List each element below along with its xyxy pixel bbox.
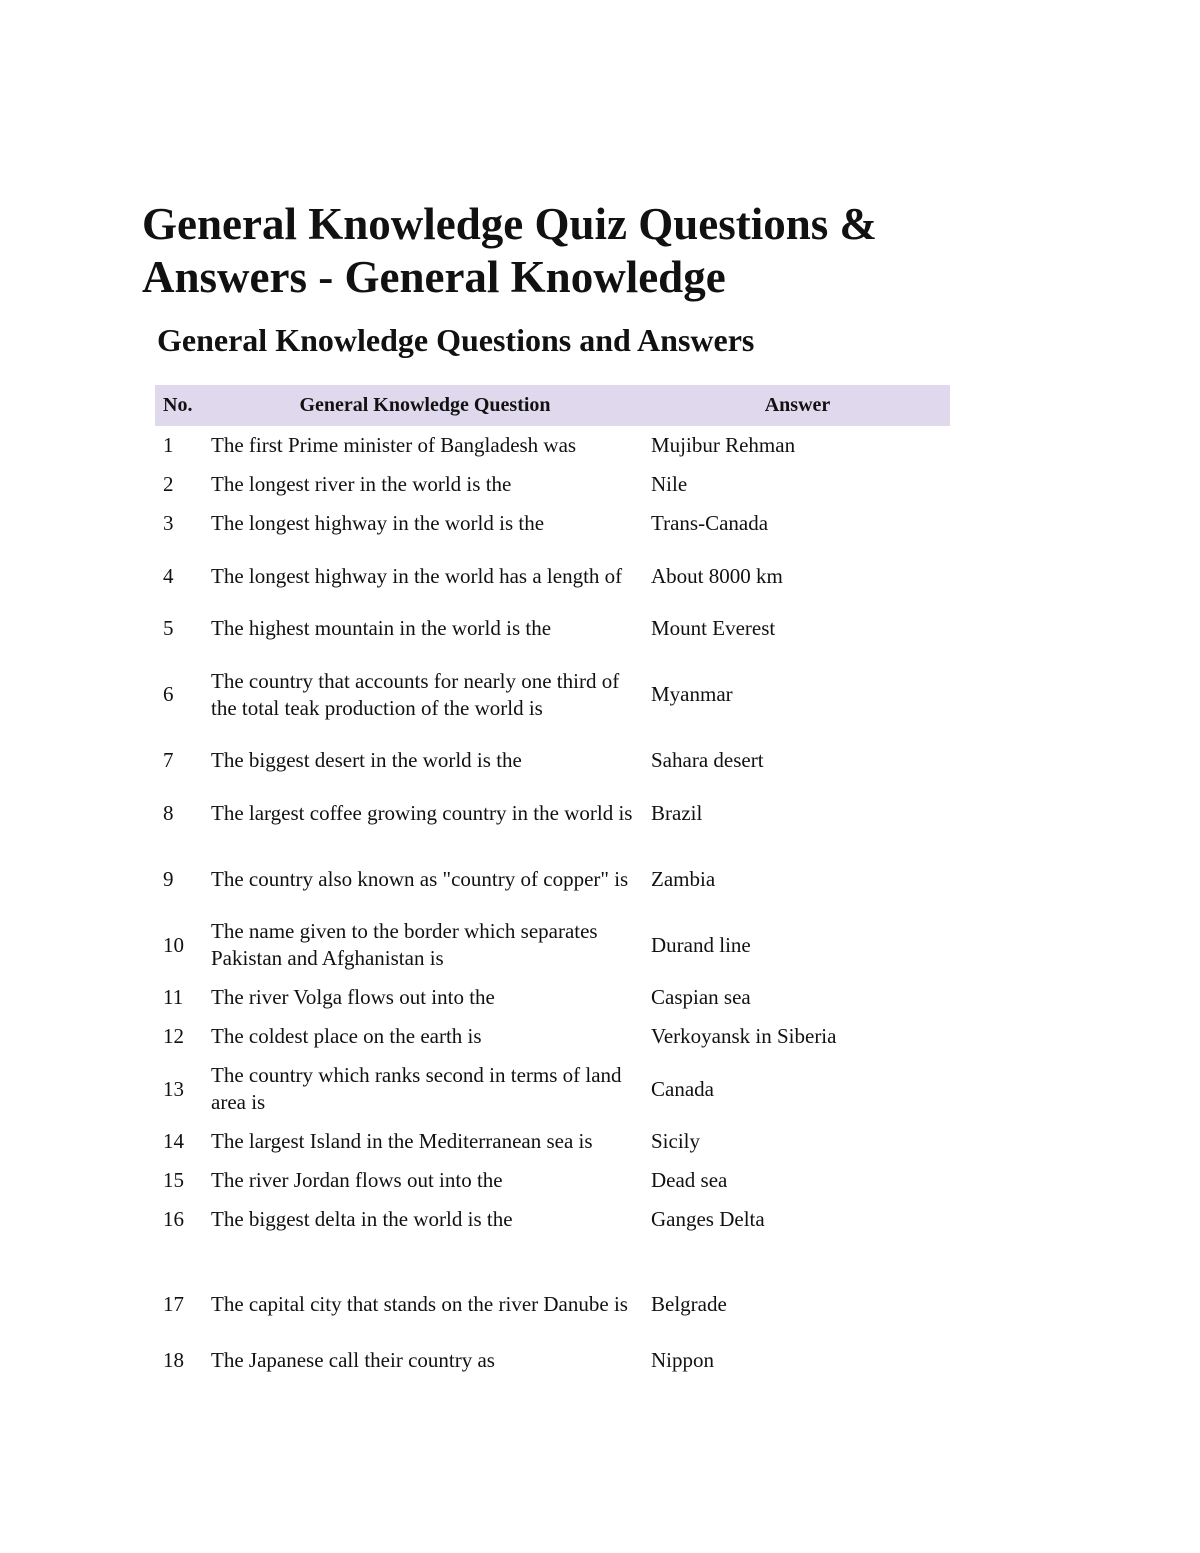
row-number: 1: [163, 433, 174, 457]
row-number: 4: [163, 563, 174, 588]
document-title: [142, 198, 1022, 304]
answer-cell: Ganges Delta: [651, 1207, 765, 1231]
answer-cell: Canada: [651, 1076, 714, 1101]
answer-cell: Zambia: [651, 866, 716, 891]
answer-cell: Verkoyansk in Siberia: [651, 1024, 837, 1048]
table-row: [155, 465, 950, 504]
question-cell: The capital city that stands on the river Danube is: [211, 1291, 628, 1316]
question-cell: The biggest desert in the world is the: [211, 748, 522, 772]
row-number: 10: [163, 932, 184, 957]
question-cell: The longest river in the world is the: [211, 472, 512, 496]
question-cell: The coldest place on the earth is: [211, 1024, 482, 1048]
question-cell: The name given to the border which separates Pakistan and Afghanistan is: [211, 919, 598, 970]
question-cell: The country which ranks second in terms of land area is: [211, 1063, 622, 1114]
question-cell: The largest Island in the Mediterranean sea is: [211, 1129, 593, 1153]
answer-cell: Dead sea: [651, 1168, 728, 1192]
answer-cell: Caspian sea: [651, 985, 751, 1009]
row-number: 13: [163, 1076, 184, 1101]
row-number: 17: [163, 1291, 184, 1316]
table-row: [155, 912, 950, 978]
table-row: [155, 1056, 950, 1122]
answer-cell: Durand line: [651, 932, 751, 957]
table-row: [155, 609, 950, 648]
question-cell: The largest coffee growing country in the world is: [211, 800, 633, 825]
row-number: 15: [163, 1168, 184, 1192]
answer-cell: Mujibur Rehman: [651, 433, 796, 457]
table-row: [155, 1341, 950, 1380]
table-row: [155, 1017, 950, 1056]
question-cell: The country also known as "country of copper" is: [211, 866, 629, 891]
question-cell: The biggest delta in the world is the: [211, 1207, 513, 1231]
table-row: [155, 543, 950, 609]
table-row: [155, 426, 950, 465]
table-row: [155, 978, 950, 1017]
row-number: 18: [163, 1348, 184, 1372]
answer-cell: Nile: [651, 472, 688, 496]
table-header-row: [155, 385, 950, 426]
question-cell: The longest highway in the world has a length of: [211, 563, 623, 588]
document-title-line-2: Answers - General Knowledge: [142, 252, 726, 302]
question-cell: The country that accounts for nearly one third of the total teak production of the world is: [211, 668, 620, 720]
column-header-question: General Knowledge Question: [299, 394, 551, 416]
row-number: 9: [163, 866, 174, 891]
row-number: 11: [163, 985, 184, 1009]
question-cell: The first Prime minister of Bangladesh was: [211, 433, 577, 457]
answer-cell: Belgrade: [651, 1291, 727, 1316]
answer-cell: About 8000 km: [651, 563, 783, 588]
table-row: [155, 846, 950, 912]
table-row: [155, 1239, 950, 1341]
row-number: 2: [163, 472, 174, 496]
answer-cell: Trans-Canada: [651, 511, 769, 535]
row-number: 7: [163, 748, 174, 772]
table-row: [155, 741, 950, 780]
questions-table: [155, 385, 950, 1380]
question-cell: The highest mountain in the world is the: [211, 616, 552, 640]
table-row: [155, 780, 950, 846]
column-header-no: No.: [163, 394, 193, 416]
answer-cell: Sicily: [651, 1129, 701, 1153]
column-header-answer: Answer: [764, 394, 831, 416]
question-cell: The longest highway in the world is the: [211, 511, 545, 535]
row-number: 12: [163, 1024, 184, 1048]
section-heading: General Knowledge Questions and Answers: [157, 322, 755, 358]
row-number: 16: [163, 1207, 184, 1231]
document-title-line-1: General Knowledge Quiz Questions &: [142, 199, 877, 249]
table-row: [155, 1200, 950, 1239]
question-cell: The Japanese call their country as: [211, 1348, 495, 1372]
answer-cell: Mount Everest: [651, 616, 776, 640]
answer-cell: Nippon: [651, 1348, 714, 1372]
answer-cell: Sahara desert: [651, 748, 764, 772]
answer-cell: Brazil: [651, 800, 703, 825]
row-number: 5: [163, 616, 174, 640]
row-number: 6: [163, 682, 174, 706]
answer-cell: Myanmar: [651, 682, 733, 706]
question-cell: The river Volga flows out into the: [211, 985, 495, 1009]
row-number: 3: [163, 511, 174, 535]
table-header: [155, 385, 950, 426]
table-row: [155, 1122, 950, 1161]
row-number: 14: [163, 1129, 184, 1153]
row-number: 8: [163, 800, 174, 825]
table-row: [155, 504, 950, 543]
table-row: [155, 648, 950, 741]
table-row: [155, 1161, 950, 1200]
question-cell: The river Jordan flows out into the: [211, 1168, 503, 1192]
table-body: [155, 426, 950, 1380]
